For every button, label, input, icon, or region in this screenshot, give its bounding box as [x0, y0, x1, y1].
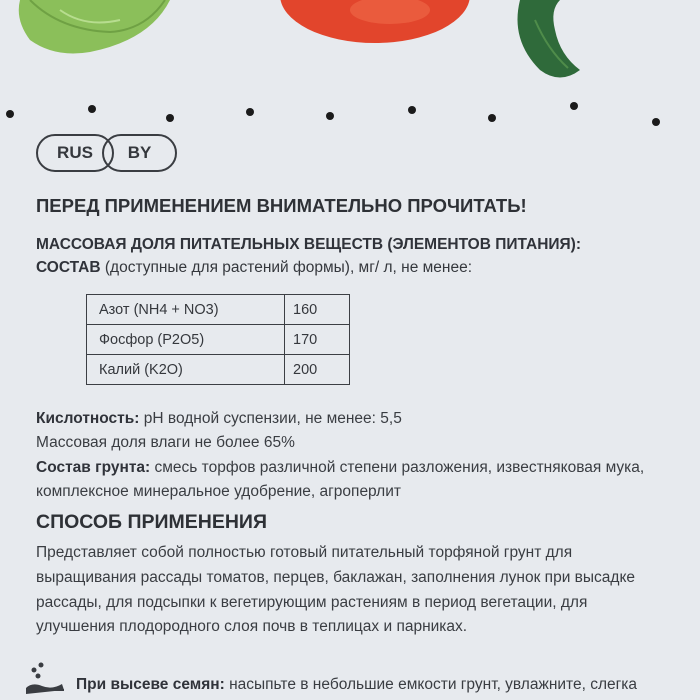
nutrient-table — [86, 294, 350, 385]
language-badge-by: BY — [102, 134, 177, 172]
soil-label: Состав грунта: — [36, 459, 151, 476]
usage-heading: СПОСОБ ПРИМЕНЕНИЯ — [36, 511, 267, 533]
moisture-line: Массовая доля влаги не более 65% — [36, 434, 295, 451]
usage-line: выращивания рассады томатов, перцев, баклажан, заполнения лунок при высадке — [36, 569, 636, 586]
nutrient-value: 200 — [285, 355, 350, 385]
composition-text: (доступные для растений формы), мг/ л, не менее: — [100, 259, 473, 276]
language-badge-rus: RUS — [36, 134, 114, 172]
composition-line — [36, 259, 472, 277]
table-row — [87, 295, 350, 325]
usage-line: рассады, для подсыпки к вегетирующим растениям в период вегетации, для — [36, 594, 588, 611]
soil-line-2: комплексное минеральное удобрение, агроперлит — [36, 483, 401, 500]
acidity-text: pH водной суспензии, не менее: 5,5 — [139, 410, 402, 427]
table-row — [87, 355, 350, 385]
soil-text: смесь торфов различной степени разложения, известняковая мука, — [150, 459, 645, 476]
composition-label: СОСТАВ — [36, 259, 101, 276]
nutrient-name: Калий (K2O) — [87, 355, 285, 385]
acidity-line — [36, 410, 402, 428]
vegetable-illustration — [0, 0, 700, 100]
sowing-label: При высеве семян: — [76, 676, 225, 693]
sowing-text: насыпьте в небольшие емкости грунт, увлажните, слегка — [224, 676, 638, 693]
soil-line — [36, 459, 644, 477]
nutrient-name: Фосфор (P2O5) — [87, 325, 285, 355]
nutrient-name: Азот (NH4 + NO3) — [87, 295, 285, 325]
table-row — [87, 325, 350, 355]
usage-line: Представляет собой полностью готовый питательный торфяной грунт для — [36, 544, 573, 561]
nutrient-fraction-heading: МАССОВАЯ ДОЛЯ ПИТАТЕЛЬНЫХ ВЕЩЕСТВ (ЭЛЕМЕНТОВ ПИТАНИЯ): — [36, 236, 582, 253]
usage-line: улучшения плодородного слоя почв в теплицах и парниках. — [36, 618, 468, 635]
acidity-label: Кислотность: — [36, 410, 140, 427]
seed-sowing-icon — [22, 660, 68, 700]
perforation-row — [0, 90, 700, 140]
sowing-line — [76, 676, 637, 694]
nutrient-value: 160 — [285, 295, 350, 325]
nutrient-value: 170 — [285, 325, 350, 355]
warning-heading: ПЕРЕД ПРИМЕНЕНИЕМ ВНИМАТЕЛЬНО ПРОЧИТАТЬ! — [36, 195, 527, 216]
